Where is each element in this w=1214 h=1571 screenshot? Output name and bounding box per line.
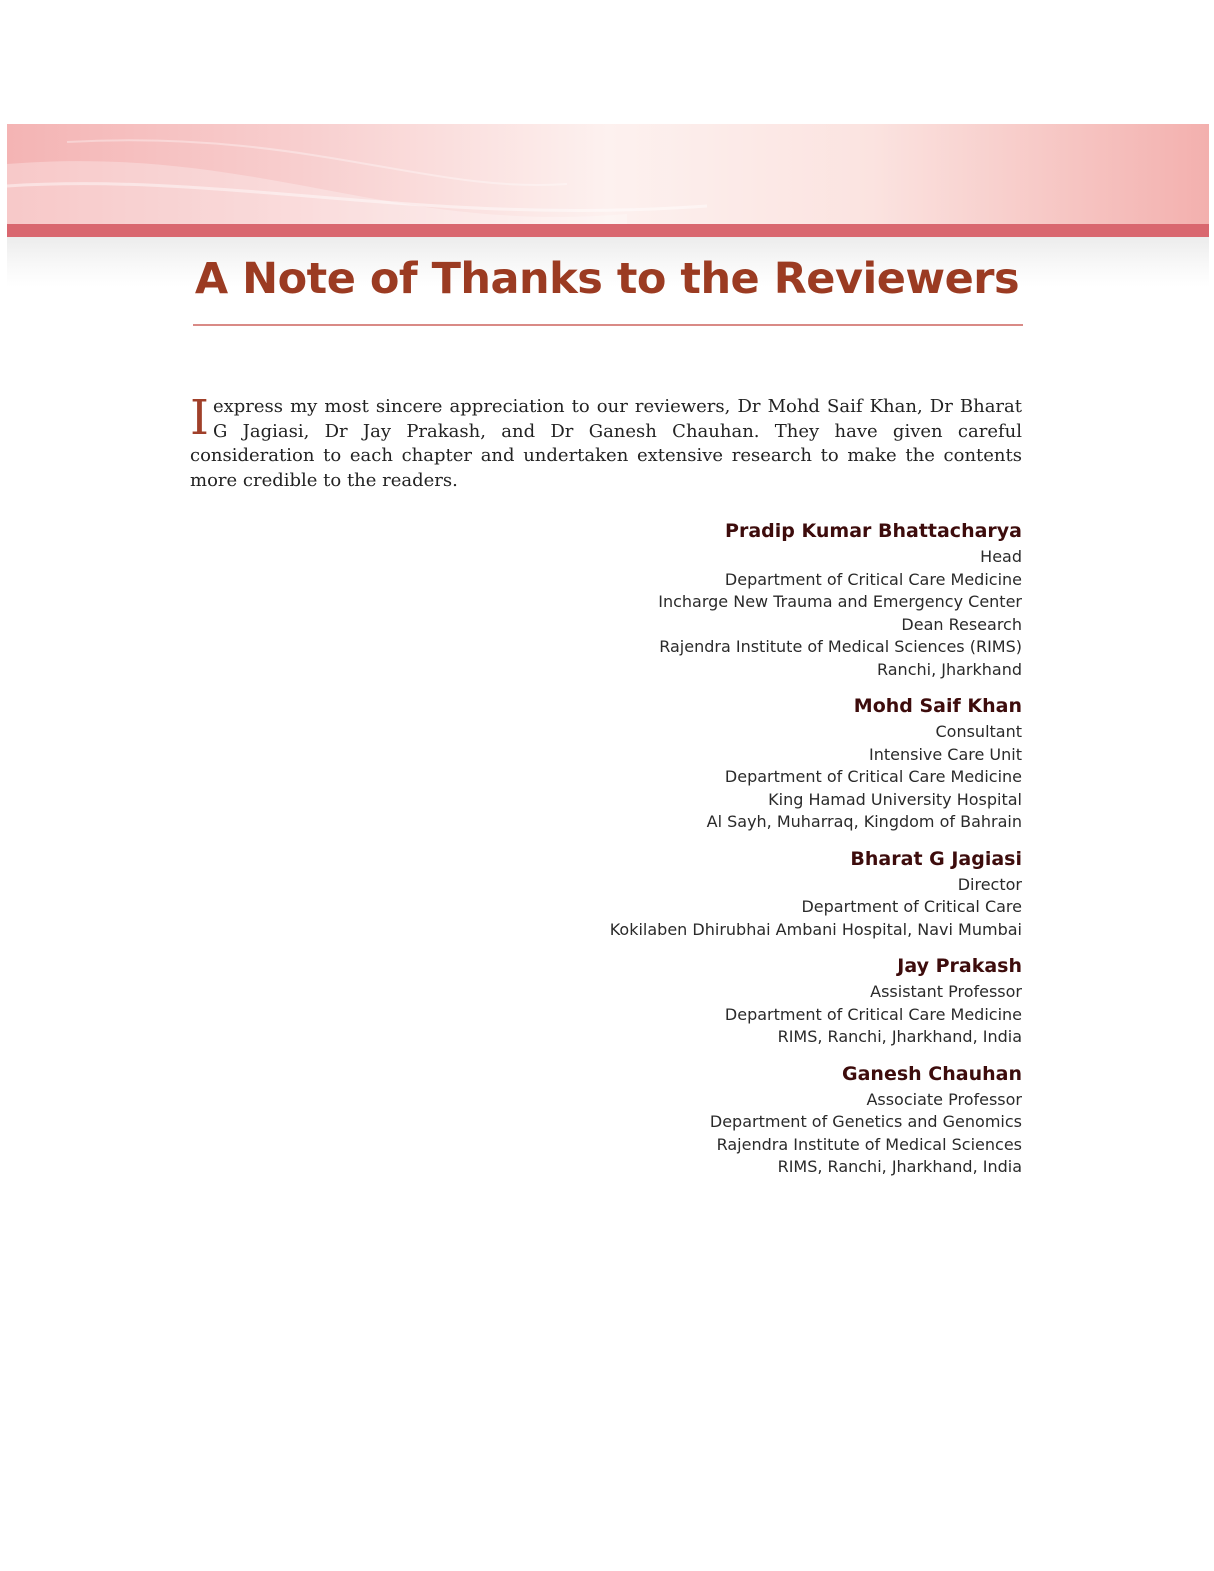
- reviewer-name: Pradip Kumar Bhattacharya: [725, 520, 1022, 542]
- intro-paragraph: [190, 390, 1022, 493]
- banner-swoosh-graphic: [7, 124, 1209, 224]
- reviewer-position: Consultant: [935, 722, 1022, 741]
- reviewer-location: RIMS, Ranchi, Jharkhand, India: [777, 1157, 1022, 1176]
- reviewer-department: Department of Genetics and Genomics: [709, 1112, 1022, 1131]
- reviewer-department: Department of Critical Care Medicine: [724, 767, 1022, 786]
- reviewer-list: [322, 516, 1022, 1189]
- reviewer-institution: Kokilaben Dhirubhai Ambani Hospital, Navi Mumbai: [609, 919, 1022, 939]
- header-stripe: [7, 224, 1209, 237]
- reviewer-name: Bharat G Jagiasi: [850, 847, 1022, 870]
- reviewer-department: Department of Critical Care: [801, 897, 1022, 916]
- reviewer-affiliation: Dean Research: [901, 614, 1022, 634]
- reviewer-position: Head: [980, 547, 1022, 566]
- header-banner: [7, 124, 1209, 224]
- title-divider: [193, 324, 1023, 326]
- reviewer-unit: Intensive Care Unit: [869, 744, 1022, 764]
- reviewer-entry: [322, 516, 1022, 681]
- reviewer-institution: Rajendra Institute of Medical Sciences (RIMS): [659, 637, 1022, 656]
- reviewer-entry: [322, 691, 1022, 834]
- reviewer-entry: [322, 951, 1022, 1049]
- reviewer-entry: [322, 844, 1022, 942]
- reviewer-position: Director: [957, 874, 1022, 894]
- reviewer-location: RIMS, Ranchi, Jharkhand, India: [777, 1027, 1022, 1046]
- reviewer-name: Jay Prakash: [897, 955, 1022, 977]
- reviewer-position: Associate Professor: [866, 1089, 1022, 1109]
- drop-cap: I: [190, 390, 209, 446]
- reviewer-institution: King Hamad University Hospital: [768, 789, 1022, 809]
- intro-text: express my most sincere appreciation to our reviewers, Dr Mohd Saif Khan, Dr Bharat G Jagiasi, Dr Jay Prakash, and Dr Ganesh Chauhan. They have given careful consideration to each chapter and undertaken extensive research to make the contents more credible to the readers.: [190, 396, 1022, 491]
- reviewer-affiliation: Incharge New Trauma and Emergency Center: [658, 592, 1022, 611]
- reviewer-entry: [322, 1059, 1022, 1179]
- reviewer-department: Department of Critical Care Medicine: [724, 1004, 1022, 1024]
- reviewer-location: Ranchi, Jharkhand: [876, 659, 1022, 679]
- reviewer-institution: Rajendra Institute of Medical Sciences: [716, 1134, 1022, 1154]
- reviewer-name: Mohd Saif Khan: [853, 695, 1022, 717]
- page-title: A Note of Thanks to the Reviewers: [194, 254, 1020, 304]
- reviewer-name: Ganesh Chauhan: [842, 1062, 1022, 1085]
- reviewer-location: Al Sayh, Muharraq, Kingdom of Bahrain: [706, 812, 1022, 831]
- reviewer-department: Department of Critical Care Medicine: [724, 569, 1022, 589]
- reviewer-position: Assistant Professor: [870, 982, 1022, 1001]
